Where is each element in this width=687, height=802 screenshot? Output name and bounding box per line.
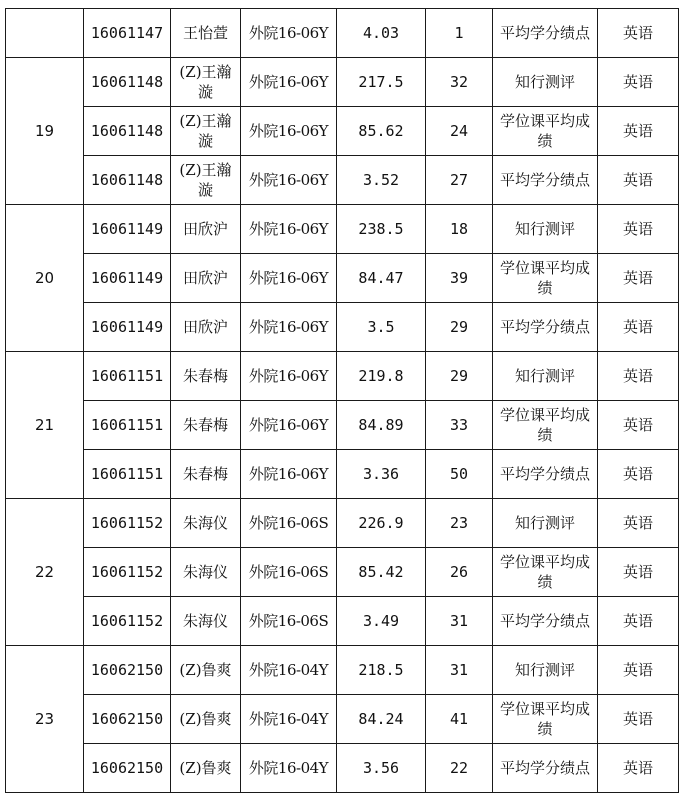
- student-name-cell: 田欣沪: [171, 254, 241, 303]
- rank-cell: 29: [426, 303, 493, 352]
- row-index-cell: [6, 9, 84, 58]
- student-id-cell: 16061149: [84, 254, 171, 303]
- major-cell: 英语: [598, 107, 679, 156]
- major-cell: 英语: [598, 303, 679, 352]
- student-name-cell: 朱海仪: [171, 548, 241, 597]
- row-index-cell: 20: [6, 205, 84, 352]
- rank-cell: 24: [426, 107, 493, 156]
- major-cell: 英语: [598, 646, 679, 695]
- table-row: [6, 205, 679, 254]
- score-cell: 3.56: [337, 744, 426, 793]
- student-name-cell: (Z)王瀚漩: [171, 156, 241, 205]
- evaluation-item-cell: 平均学分绩点: [493, 450, 598, 499]
- score-cell: 226.9: [337, 499, 426, 548]
- class-cell: 外院16-06Y: [241, 303, 337, 352]
- table-row: [6, 646, 679, 695]
- class-cell: 外院16-06Y: [241, 107, 337, 156]
- table-row: [6, 9, 679, 58]
- class-cell: 外院16-06Y: [241, 401, 337, 450]
- student-id-cell: 16061149: [84, 303, 171, 352]
- rank-cell: 50: [426, 450, 493, 499]
- major-cell: 英语: [598, 597, 679, 646]
- major-cell: 英语: [598, 352, 679, 401]
- rank-cell: 33: [426, 401, 493, 450]
- evaluation-item-cell: 知行测评: [493, 646, 598, 695]
- student-id-cell: 16062150: [84, 646, 171, 695]
- class-cell: 外院16-06Y: [241, 450, 337, 499]
- row-index-cell: 22: [6, 499, 84, 646]
- major-cell: 英语: [598, 450, 679, 499]
- major-cell: 英语: [598, 9, 679, 58]
- score-cell: 85.42: [337, 548, 426, 597]
- rank-cell: 23: [426, 499, 493, 548]
- class-cell: 外院16-04Y: [241, 744, 337, 793]
- table-row: [6, 58, 679, 107]
- score-cell: 84.47: [337, 254, 426, 303]
- major-cell: 英语: [598, 205, 679, 254]
- rank-cell: 31: [426, 646, 493, 695]
- score-cell: 3.36: [337, 450, 426, 499]
- class-cell: 外院16-06Y: [241, 205, 337, 254]
- major-cell: 英语: [598, 695, 679, 744]
- student-name-cell: 朱春梅: [171, 450, 241, 499]
- table-row: [6, 156, 679, 205]
- table-row: [6, 303, 679, 352]
- major-cell: 英语: [598, 58, 679, 107]
- student-id-cell: 16061149: [84, 205, 171, 254]
- evaluation-item-cell: 学位课平均成绩: [493, 695, 598, 744]
- student-name-cell: 朱海仪: [171, 499, 241, 548]
- score-cell: 84.24: [337, 695, 426, 744]
- table-row: [6, 597, 679, 646]
- class-cell: 外院16-04Y: [241, 646, 337, 695]
- class-cell: 外院16-06Y: [241, 254, 337, 303]
- class-cell: 外院16-06Y: [241, 9, 337, 58]
- score-cell: 3.5: [337, 303, 426, 352]
- score-cell: 238.5: [337, 205, 426, 254]
- student-name-cell: (Z)王瀚漩: [171, 58, 241, 107]
- major-cell: 英语: [598, 254, 679, 303]
- table-row: [6, 744, 679, 793]
- class-cell: 外院16-06S: [241, 548, 337, 597]
- evaluation-item-cell: 平均学分绩点: [493, 744, 598, 793]
- major-cell: 英语: [598, 744, 679, 793]
- student-name-cell: 朱春梅: [171, 401, 241, 450]
- table-row: [6, 695, 679, 744]
- rank-cell: 31: [426, 597, 493, 646]
- score-table: [5, 8, 679, 793]
- score-cell: 218.5: [337, 646, 426, 695]
- class-cell: 外院16-06S: [241, 499, 337, 548]
- evaluation-item-cell: 知行测评: [493, 58, 598, 107]
- table-row: [6, 254, 679, 303]
- evaluation-item-cell: 平均学分绩点: [493, 9, 598, 58]
- class-cell: 外院16-06Y: [241, 58, 337, 107]
- evaluation-item-cell: 知行测评: [493, 352, 598, 401]
- student-name-cell: 王怡萱: [171, 9, 241, 58]
- table-row: [6, 352, 679, 401]
- evaluation-item-cell: 平均学分绩点: [493, 156, 598, 205]
- evaluation-item-cell: 平均学分绩点: [493, 597, 598, 646]
- evaluation-item-cell: 学位课平均成绩: [493, 254, 598, 303]
- evaluation-item-cell: 平均学分绩点: [493, 303, 598, 352]
- student-name-cell: 田欣沪: [171, 205, 241, 254]
- rank-cell: 32: [426, 58, 493, 107]
- rank-cell: 22: [426, 744, 493, 793]
- rank-cell: 1: [426, 9, 493, 58]
- evaluation-item-cell: 知行测评: [493, 499, 598, 548]
- student-id-cell: 16061152: [84, 499, 171, 548]
- student-id-cell: 16061152: [84, 597, 171, 646]
- student-id-cell: 16061152: [84, 548, 171, 597]
- class-cell: 外院16-06Y: [241, 156, 337, 205]
- student-name-cell: 朱海仪: [171, 597, 241, 646]
- table-row: [6, 107, 679, 156]
- score-cell: 217.5: [337, 58, 426, 107]
- evaluation-item-cell: 知行测评: [493, 205, 598, 254]
- rank-cell: 18: [426, 205, 493, 254]
- score-cell: 3.49: [337, 597, 426, 646]
- score-cell: 4.03: [337, 9, 426, 58]
- major-cell: 英语: [598, 156, 679, 205]
- table-row: [6, 548, 679, 597]
- student-name-cell: (Z)王瀚漩: [171, 107, 241, 156]
- evaluation-item-cell: 学位课平均成绩: [493, 401, 598, 450]
- table-body: [6, 9, 679, 793]
- score-cell: 85.62: [337, 107, 426, 156]
- student-id-cell: 16061148: [84, 107, 171, 156]
- rank-cell: 41: [426, 695, 493, 744]
- student-id-cell: 16061151: [84, 450, 171, 499]
- rank-cell: 29: [426, 352, 493, 401]
- student-name-cell: (Z)鲁爽: [171, 646, 241, 695]
- student-id-cell: 16061147: [84, 9, 171, 58]
- table-row: [6, 450, 679, 499]
- rank-cell: 27: [426, 156, 493, 205]
- evaluation-item-cell: 学位课平均成绩: [493, 548, 598, 597]
- student-name-cell: 朱春梅: [171, 352, 241, 401]
- student-id-cell: 16061151: [84, 401, 171, 450]
- rank-cell: 39: [426, 254, 493, 303]
- student-name-cell: (Z)鲁爽: [171, 695, 241, 744]
- score-cell: 219.8: [337, 352, 426, 401]
- major-cell: 英语: [598, 499, 679, 548]
- student-id-cell: 16061148: [84, 156, 171, 205]
- score-cell: 3.52: [337, 156, 426, 205]
- student-id-cell: 16062150: [84, 695, 171, 744]
- student-id-cell: 16061148: [84, 58, 171, 107]
- major-cell: 英语: [598, 548, 679, 597]
- evaluation-item-cell: 学位课平均成绩: [493, 107, 598, 156]
- student-id-cell: 16062150: [84, 744, 171, 793]
- score-cell: 84.89: [337, 401, 426, 450]
- row-index-cell: 19: [6, 58, 84, 205]
- student-id-cell: 16061151: [84, 352, 171, 401]
- class-cell: 外院16-04Y: [241, 695, 337, 744]
- rank-cell: 26: [426, 548, 493, 597]
- row-index-cell: 21: [6, 352, 84, 499]
- class-cell: 外院16-06S: [241, 597, 337, 646]
- student-name-cell: 田欣沪: [171, 303, 241, 352]
- table-row: [6, 499, 679, 548]
- table-row: [6, 401, 679, 450]
- student-name-cell: (Z)鲁爽: [171, 744, 241, 793]
- class-cell: 外院16-06Y: [241, 352, 337, 401]
- major-cell: 英语: [598, 401, 679, 450]
- row-index-cell: 23: [6, 646, 84, 793]
